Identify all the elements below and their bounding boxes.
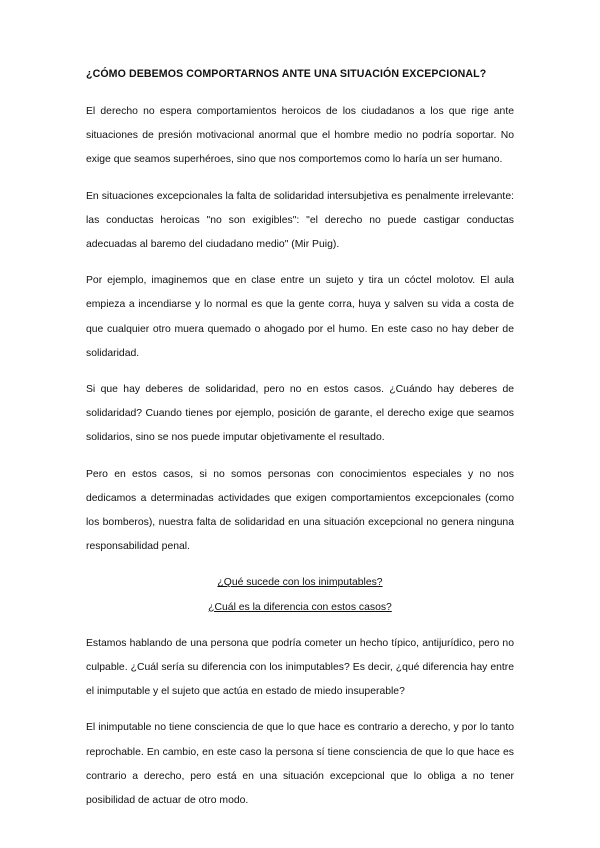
subheading-block <box>86 571 514 619</box>
paragraph-heroic-behaviour: El derecho no espera comportamientos heroicos de los ciudadanos a los que rige ante situaciones de presión motivacional anormal que el hombre medio no podría soportar. No exige que seamos superhéroes, sino que nos comportemos como lo haría un ser humano. <box>86 106 514 166</box>
document-title: ¿CÓMO DEBEMOS COMPORTARNOS ANTE UNA SITUACIÓN EXCEPCIONAL? <box>86 68 487 80</box>
subheading-inimputables: ¿Qué sucede con los inimputables? <box>217 577 383 589</box>
paragraph-typical-act: Estamos hablando de una persona que podría cometer un hecho típico, antijurídico, pero no culpable. ¿Cuál sería su diferencia con los inimputables? Es decir, ¿qué diferencia hay entre el inimputable y el sujeto que actúa en estado de miedo insuperable? <box>86 637 514 698</box>
paragraph-no-penal-responsibility: Pero en estos casos, si no somos personas con conocimientos especiales y no nos dedicamos a determinadas actividades que exigen comportamientos excepcionales (como los bomberos), nuestra falta de solidaridad en una situación excepcional no genera ninguna responsabilidad penal. <box>86 468 514 553</box>
paragraph-exceptional-situations: En situaciones excepcionales la falta de solidaridad intersubjetiva es penalmente irrelevante: las conductas heroicas "no son exigibles": "el derecho no puede castigar conductas adecuadas al baremo del ciudadano medio" (Mir Puig). <box>86 190 514 251</box>
paragraph-solidarity-duties: Si que hay deberes de solidaridad, pero no en estos casos. ¿Cuándo hay deberes de solidaridad? Cuando tienes por ejemplo, posición de garante, el derecho exige que seamos solidarios, sino se nos puede imputar objetivamente el resultado. <box>86 384 514 444</box>
paragraph-example-molotov: Por ejemplo, imaginemos que en clase entre un sujeto y tira un cóctel molotov. El aula empieza a incendiarse y lo normal es que la gente corra, huya y salven su vida a costa de que cualquier otro muera quemado o ahogado por el humo. En este caso no hay deber de solidaridad. <box>86 275 514 359</box>
paragraph-inimputable-consciousness: El inimputable no tiene consciencia de que lo que hace es contrario a derecho, y por lo tanto reprochable. En cambio, en este caso la persona sí tiene consciencia de que lo que hace es contrario a derecho, pero está en una situación excepcional que lo obliga a no tener posibilidad de actuar de otro modo. <box>86 722 514 807</box>
subheading-difference: ¿Cuál es la diferencia con estos casos? <box>208 601 392 613</box>
